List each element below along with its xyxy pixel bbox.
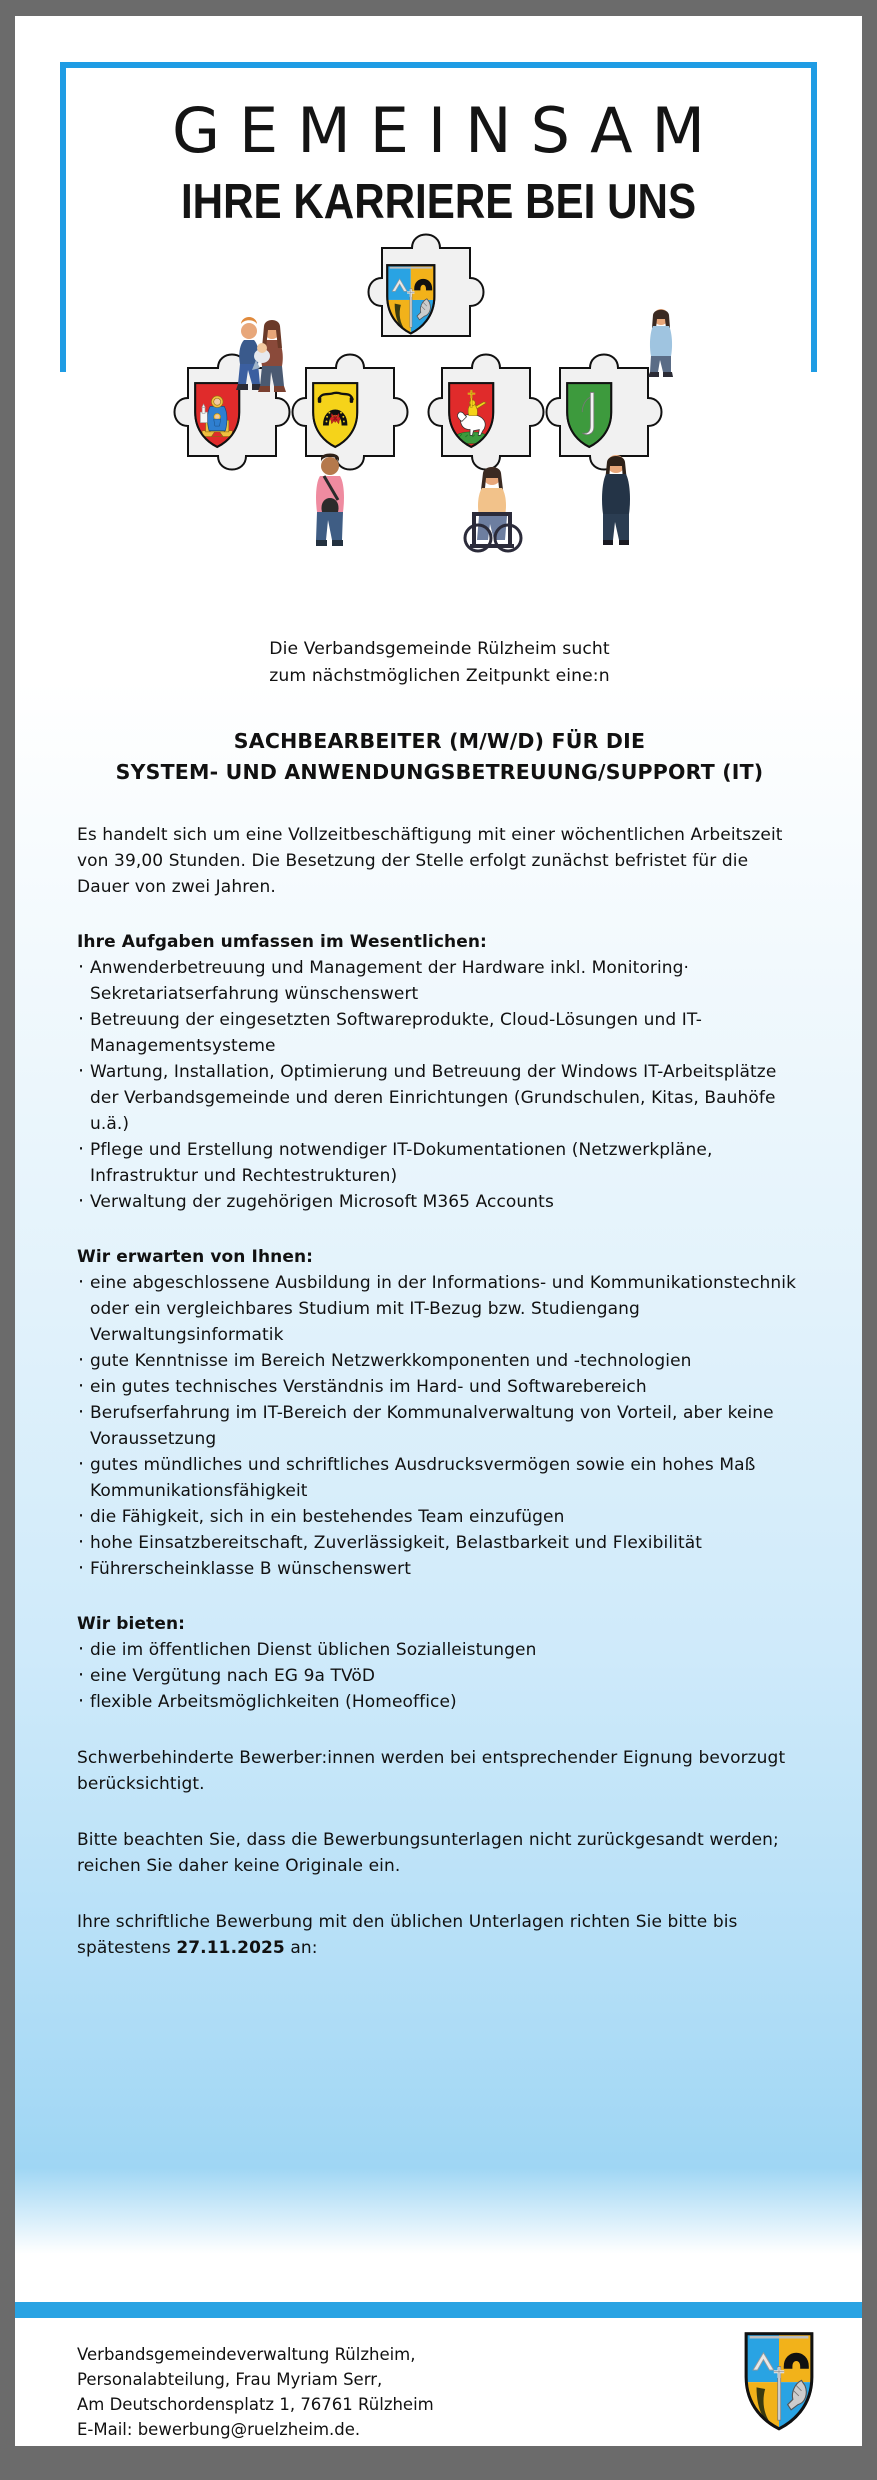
application-suffix: an: xyxy=(284,1938,318,1958)
footer-line-3: Am Deutschordensplatz 1, 76761 Rülzheim xyxy=(77,2395,434,2414)
list-item: · die im öffentlichen Dienst üblichen Sozialleistungen xyxy=(77,1637,802,1663)
list-item: · eine Vergütung nach EG 9a TVöD xyxy=(77,1663,802,1689)
list-item: · flexible Arbeitsmöglichkeiten (Homeoffice) xyxy=(77,1689,802,1715)
section-tasks-list xyxy=(77,955,802,1215)
list-item: · eine abgeschlossene Ausbildung in der Informations- und Kommunikationstechnik oder ein vergleichbares Studium mit IT-Bezug bzw. Studiengang Verwaltungsinformatik xyxy=(77,1270,802,1348)
section-requirements-heading: Wir erwarten von Ihnen: xyxy=(77,1247,314,1267)
page-title: GEMEINSAM xyxy=(172,94,724,167)
rulzheim-crest xyxy=(736,2332,822,2434)
footer-line-2: Personalabteilung, Frau Myriam Serr, xyxy=(77,2370,383,2389)
application-deadline: 27.11.2025 xyxy=(176,1938,285,1958)
list-item: · Verwaltung der zugehörigen Microsoft M365 Accounts xyxy=(77,1189,802,1215)
footer-divider xyxy=(15,2302,862,2318)
list-item: · Betreuung der eingesetzten Softwareprodukte, Cloud-Lösungen und IT-Managementsysteme xyxy=(77,1007,802,1059)
puzzle-illustration xyxy=(60,186,820,616)
list-item: · gute Kenntnisse im Bereich Netzwerkkomponenten und -technologien xyxy=(77,1348,802,1374)
page-subtitle: IHRE KARRIERE BEI UNS xyxy=(180,175,697,229)
section-offers-list xyxy=(77,1637,802,1715)
job-title-line-2: SYSTEM- UND ANWENDUNGSBETREUUNG/SUPPORT (IT) xyxy=(115,760,764,784)
list-item: · Pflege und Erstellung notwendiger IT-Dokumentationen (Netzwerkpläne, Infrastruktur und Rechtestrukturen) xyxy=(77,1137,802,1189)
family-illustration xyxy=(236,317,286,392)
list-item: · gutes mündliches und schriftliches Ausdrucksvermögen sowie ein hohes Maß Kommunikationsfähigkeit xyxy=(77,1452,802,1504)
bottom-bar xyxy=(15,2446,862,2464)
list-item: · die Fähigkeit, sich in ein bestehendes Team einzufügen xyxy=(77,1504,802,1530)
person-with-bag-illustration xyxy=(316,454,344,547)
list-item: · Anwenderbetreuung und Management der Hardware inkl. Monitoring· Sekretariatserfahrung wünschenswert xyxy=(77,955,802,1007)
application-prefix: Ihre schriftliche Bewerbung mit den üblichen Unterlagen richten Sie bitte bis spätestens xyxy=(77,1912,738,1958)
job-title xyxy=(77,726,802,788)
list-item: · ein gutes technisches Verständnis im Hard- und Softwarebereich xyxy=(77,1374,802,1400)
person-seated-illustration xyxy=(648,309,673,377)
list-item: · Wartung, Installation, Optimierung und Betreuung der Windows IT-Arbeitsplätze der Verbandsgemeinde und deren Einrichtungen (Grundschulen, Kitas, Bauhöfe u.ä.) xyxy=(77,1059,802,1137)
section-offers-heading: Wir bieten: xyxy=(77,1614,186,1634)
footer xyxy=(15,2318,862,2448)
advert-body xyxy=(77,636,802,1961)
list-item: · Führerscheinklasse B wünschenswert xyxy=(77,1556,802,1582)
section-requirements-list xyxy=(77,1270,802,1582)
note-documents: Bitte beachten Sie, dass die Bewerbungsunterlagen nicht zurückgesandt werden; reichen Sie daher keine Originale ein. xyxy=(77,1830,779,1876)
puzzle-piece-crest-4 xyxy=(547,355,662,470)
section-requirements xyxy=(77,1244,802,1582)
puzzle-piece-crest-2 xyxy=(293,355,408,470)
person-in-wheelchair-illustration xyxy=(465,467,521,551)
job-title-line-1: SACHBEARBEITER (M/W/D) FÜR DIE xyxy=(233,729,646,753)
list-item: · Berufserfahrung im IT-Bereich der Kommunalverwaltung von Vorteil, aber keine Voraussetzung xyxy=(77,1400,802,1452)
note-application xyxy=(77,1909,802,1961)
puzzle-piece-rulzheim xyxy=(369,235,484,338)
section-tasks xyxy=(77,929,802,1215)
section-tasks-heading: Ihre Aufgaben umfassen im Wesentlichen: xyxy=(77,932,487,952)
puzzle-piece-crest-3 xyxy=(429,355,544,470)
note-disability: Schwerbehinderte Bewerber:innen werden bei entsprechender Eignung bevorzugt berücksichtigt. xyxy=(77,1748,786,1794)
section-offers xyxy=(77,1611,802,1715)
intro-line-1: Die Verbandsgemeinde Rülzheim sucht xyxy=(269,639,610,659)
list-item: · hohe Einsatzbereitschaft, Zuverlässigkeit, Belastbarkeit und Flexibilität xyxy=(77,1530,802,1556)
intro-line-2: zum nächstmöglichen Zeitpunkt eine:n xyxy=(269,666,610,686)
intro-block xyxy=(77,636,802,690)
poster-sheet xyxy=(15,16,862,2464)
employment-paragraph: Es handelt sich um eine Vollzeitbeschäftigung mit einer wöchentlichen Arbeitszeit von 39,00 Stunden. Die Besetzung der Stelle erfolgt zunächst befristet für die Dauer von zwei Jahren. xyxy=(77,825,783,897)
footer-contact xyxy=(77,2342,434,2442)
footer-line-1: Verbandsgemeindeverwaltung Rülzheim, xyxy=(77,2345,416,2364)
footer-line-4[interactable]: E-Mail: bewerbung@ruelzheim.de. xyxy=(77,2420,361,2439)
